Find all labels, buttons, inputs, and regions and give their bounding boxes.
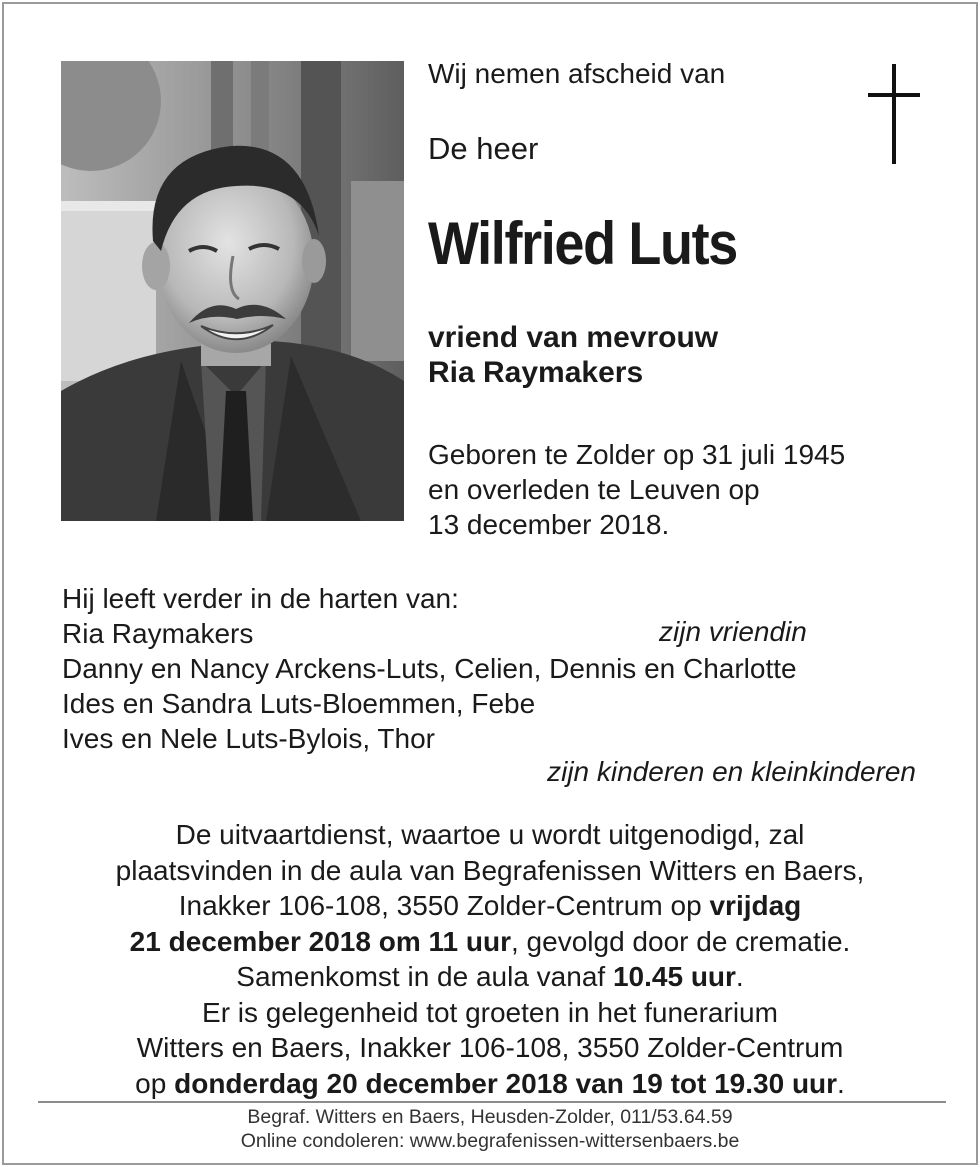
- funeral-line-7: Witters en Baers, Inakker 106-108, 3550 Zolder-Centrum: [136, 1032, 844, 1063]
- cross-icon: [864, 64, 924, 164]
- gathering-time: 10.45 uur: [612, 961, 736, 992]
- family-item: Ives en Nele Luts-Bylois, Thor: [62, 723, 435, 754]
- born-line-3: 13 december 2018.: [428, 509, 670, 540]
- funeral-line-3: [4, 888, 976, 924]
- portrait-illustration: [61, 61, 404, 521]
- partner-role: zijn vriendin: [659, 616, 807, 647]
- intro-text: Wij nemen afscheid van: [428, 58, 726, 89]
- family-item: Danny en Nancy Arckens-Luts, Celien, Dennis en Charlotte: [62, 653, 797, 684]
- birth-death-block: [428, 437, 845, 542]
- footer: [4, 1105, 976, 1153]
- visitation-prefix: op: [135, 1067, 175, 1099]
- obituary-card: [2, 2, 978, 1165]
- survivors-heading-text: Hij leeft verder in de harten van:: [62, 583, 459, 614]
- gathering-text: Samenkomst in de aula vanaf: [236, 961, 613, 992]
- born-line-1: Geboren te Zolder op 31 juli 1945: [428, 439, 846, 470]
- funeral-date-time: 21 december 2018 om 11 uur: [129, 925, 511, 957]
- funeral-location: Inakker 106-108, 3550 Zolder-Centrum op: [178, 890, 710, 921]
- footer-divider: [38, 1101, 946, 1103]
- partner-name: Ria Raymakers: [62, 618, 254, 649]
- funeral-line-6: Er is gelegenheid tot groeten in het funerarium: [202, 996, 778, 1028]
- funeral-line-2: plaatsvinden in de aula van Begrafenissen Witters en Baers,: [115, 854, 865, 886]
- family-list: [62, 651, 797, 756]
- funeral-line-8: [4, 1066, 976, 1102]
- funeral-details: [4, 817, 976, 1101]
- portrait-photo: [61, 61, 404, 521]
- footer-funeral-home: Begraf. Witters en Baers, Heusden-Zolder, 011/53.64.59: [247, 1106, 733, 1128]
- cremation-note: , gevolgd door de crematie.: [511, 925, 851, 957]
- salutation: De heer: [428, 131, 539, 166]
- footer-condolence-link[interactable]: Online condoleren: www.begrafenissen-wittersenbaers.be: [240, 1130, 740, 1152]
- funeral-line-1: De uitvaartdienst, waartoe u wordt uitgenodigd, zal: [175, 819, 805, 850]
- punctuation: .: [837, 1067, 845, 1099]
- funeral-day: vrijdag: [709, 890, 802, 921]
- visitation-time: donderdag 20 december 2018 van 19 tot 19.30 uur: [174, 1067, 838, 1099]
- family-item: Ides en Sandra Luts-Bloemmen, Febe: [62, 688, 536, 719]
- survivors-heading: [62, 581, 459, 651]
- relation-line-1: vriend van mevrouw: [428, 321, 719, 354]
- relation-block: [428, 320, 718, 390]
- born-line-2: en overleden te Leuven op: [428, 474, 760, 505]
- relation-line-2: Ria Raymakers: [428, 356, 644, 389]
- families-role: zijn kinderen en kleinkinderen: [547, 756, 916, 787]
- deceased-name: Wilfried Luts: [428, 210, 737, 277]
- funeral-line-4: [4, 924, 976, 960]
- funeral-line-5: [4, 959, 976, 995]
- punctuation: .: [735, 961, 744, 992]
